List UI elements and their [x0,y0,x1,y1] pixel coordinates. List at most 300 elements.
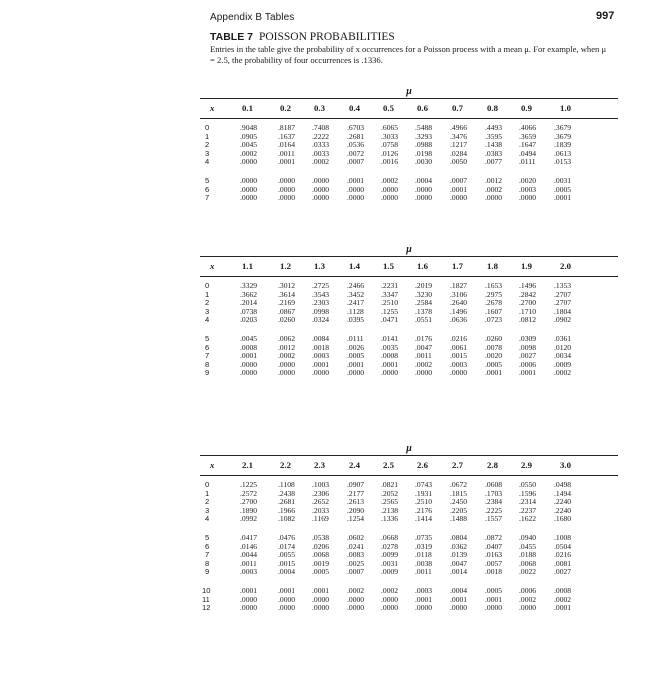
probability-cell: .2314 [519,497,537,507]
x-value: 3 [205,505,210,515]
probability-cell: .0417 [240,532,258,542]
probability-cell: .0001 [554,193,572,203]
probability-cell: .0044 [240,550,258,560]
probability-cell: .0471 [381,315,399,325]
probability-cell: .0001 [278,157,296,167]
mu-column-header: 0.1 [242,103,253,113]
probability-cell: .0045 [240,333,258,343]
probability-cell: .6703 [347,123,365,132]
probability-cell: .1596 [519,488,537,498]
probability-cell: .2033 [312,505,330,515]
probability-cell: .0536 [347,140,365,150]
probability-cell: .3659 [519,131,537,141]
probability-cell: .0504 [554,541,572,551]
x-value: 9 [205,368,210,378]
rule-header [200,118,618,119]
x-value: 0 [205,480,210,489]
probability-cell: .0020 [519,175,537,185]
table-row [200,316,618,325]
x-value: 4 [205,514,210,524]
probability-cell: .0062 [278,333,296,343]
probability-cell: .0141 [381,333,399,343]
x-value: 8 [205,558,210,568]
probability-cell: .0001 [485,368,503,378]
probability-cell: .3476 [450,131,468,141]
probability-cell: .0031 [381,558,399,568]
probability-cell: .0735 [415,532,433,542]
probability-cell: .0905 [240,131,258,141]
probability-cell: .0000 [278,359,296,369]
probability-cell: .0000 [278,368,296,378]
mu-column-header: 0.6 [417,103,428,113]
probability-cell: .3595 [485,131,503,141]
x-value: 5 [205,175,210,185]
probability-cell: .0022 [519,567,537,577]
probability-cell: .0550 [519,480,537,489]
probability-cell: .0006 [519,359,537,369]
probability-cell: .0000 [312,594,330,604]
probability-cell: .2438 [278,488,296,498]
probability-cell: .0014 [450,567,468,577]
probability-cell: .0163 [485,550,503,560]
mu-column-header: 2.7 [452,460,463,470]
probability-cell: .0047 [415,342,433,352]
x-value: 10 [202,585,211,595]
probability-cell: .0068 [519,558,537,568]
probability-cell: .0004 [278,567,296,577]
probability-cell: .0146 [240,541,258,551]
probability-cell: .3106 [450,289,468,299]
probability-cell: .0000 [347,594,365,604]
probability-cell: .0001 [450,184,468,194]
probability-cell: .2613 [347,497,365,507]
probability-cell: .0723 [485,315,503,325]
probability-cell: .0538 [312,532,330,542]
x-column-header: x [210,261,215,271]
mu-column-header: 1.1 [242,261,253,271]
probability-cell: .0164 [278,140,296,150]
probability-cell: .8187 [278,123,296,132]
mu-column-header: 2.0 [560,261,571,271]
probability-cell: .0000 [240,175,258,185]
rule-top [200,256,618,257]
probability-cell: .0002 [381,175,399,185]
probability-cell: .0002 [485,184,503,194]
table-row [200,194,618,203]
probability-cell: .2681 [278,497,296,507]
probability-cell: .2240 [554,497,572,507]
probability-cell: .0000 [381,184,399,194]
probability-cell: .0000 [312,193,330,203]
probability-cell: .1217 [450,140,468,150]
probability-cell: .0000 [347,368,365,378]
probability-cell: .0120 [554,342,572,352]
probability-cell: .2384 [485,497,503,507]
x-column-header: x [210,103,215,113]
probability-cell: .0000 [240,594,258,604]
page-number: 997 [596,10,615,22]
probability-cell: .0034 [554,351,572,361]
x-value: 7 [205,351,210,361]
probability-cell: .1653 [485,281,503,290]
x-value: 5 [205,333,210,343]
mu-column-header: 0.9 [521,103,532,113]
mu-column-header: 0.2 [280,103,291,113]
probability-cell: .3452 [347,289,365,299]
probability-cell: .0002 [278,351,296,361]
probability-cell: .2090 [347,505,365,515]
probability-cell: .0608 [485,480,503,489]
probability-cell: .0319 [415,541,433,551]
probability-cell: .0000 [381,193,399,203]
probability-cell: .0033 [312,148,330,158]
probability-cell: .0001 [381,359,399,369]
column-header-row [200,460,618,474]
probability-cell: .0000 [450,603,468,613]
probability-cell: .2231 [381,281,399,290]
mu-heading: μ [406,244,412,255]
probability-cell: .0000 [240,184,258,194]
probability-cell: .2466 [347,281,365,290]
probability-cell: .0000 [347,184,365,194]
probability-cell: .0821 [381,480,399,489]
probability-cell: .2707 [554,298,572,308]
probability-cell: .0111 [519,157,536,167]
probability-cell: .1353 [554,281,572,290]
probability-cell: .0009 [381,567,399,577]
probability-cell: .0002 [381,585,399,595]
table-body [200,481,618,613]
probability-cell: .0241 [347,541,365,551]
probability-cell: .0216 [554,550,572,560]
probability-cell: .0001 [450,594,468,604]
probability-cell: .2652 [312,497,330,507]
probability-cell: .1557 [485,514,503,524]
mu-column-header: 0.3 [314,103,325,113]
probability-cell: .0940 [519,532,537,542]
probability-cell: .0001 [278,585,296,595]
probability-cell: .0361 [554,333,572,343]
mu-column-header: 0.7 [452,103,463,113]
probability-cell: .2510 [381,298,399,308]
probability-cell: .2975 [485,289,503,299]
probability-cell: .2205 [450,505,468,515]
x-value: 0 [205,281,210,290]
probability-cell: .2240 [554,505,572,515]
probability-cell: .9048 [240,123,258,132]
probability-cell: .0035 [381,342,399,352]
probability-cell: .0003 [450,359,468,369]
probability-cell: .1008 [554,532,572,542]
probability-cell: .0000 [240,368,258,378]
probability-cell: .0031 [554,175,572,185]
x-value: 2 [205,497,210,507]
x-value: 8 [205,359,210,369]
probability-cell: .0004 [450,585,468,595]
probability-cell: .0260 [485,333,503,343]
probability-cell: .2640 [450,298,468,308]
probability-cell: .2138 [381,505,399,515]
mu-column-header: 1.5 [383,261,394,271]
probability-cell: .0005 [312,567,330,577]
mu-column-header: 2.9 [521,460,532,470]
probability-cell: .1966 [278,505,296,515]
probability-cell: .0758 [381,140,399,150]
probability-cell: .0000 [415,603,433,613]
x-value: 2 [205,298,210,308]
probability-cell: .0176 [415,333,433,343]
probability-cell: .1438 [485,140,503,150]
probability-cell: .0000 [240,603,258,613]
probability-cell: .2306 [312,488,330,498]
probability-cell: .1414 [415,514,433,524]
probability-cell: .2678 [485,298,503,308]
x-value: 9 [205,567,210,577]
probability-cell: .0011 [240,558,257,568]
probability-cell: .0812 [519,315,537,325]
probability-cell: .0000 [485,193,503,203]
probability-cell: .2842 [519,289,537,299]
probability-cell: .0083 [347,550,365,560]
probability-cell: .0005 [554,184,572,194]
probability-cell: .0988 [415,140,433,150]
mu-column-header: 1.9 [521,261,532,271]
probability-cell: .0019 [312,558,330,568]
probability-cell: .0027 [519,351,537,361]
probability-cell: .0206 [312,541,330,551]
probability-cell: .2584 [415,298,433,308]
probability-cell: .0002 [415,359,433,369]
x-value: 3 [205,306,210,316]
probability-cell: .0001 [240,351,258,361]
probability-cell: .0005 [485,585,503,595]
probability-cell: .0001 [312,585,330,595]
probability-cell: .1890 [240,505,258,515]
probability-cell: .3679 [554,123,572,132]
x-value: 4 [205,315,210,325]
probability-cell: .0153 [554,157,572,167]
probability-cell: .0198 [415,148,433,158]
x-value: 7 [205,550,210,560]
probability-cell: .0002 [240,148,258,158]
x-column-header: x [210,460,215,470]
column-header-row [200,261,618,275]
probability-cell: .0001 [347,175,365,185]
probability-cell: .1815 [450,488,468,498]
x-value: 1 [205,131,210,141]
probability-cell: .0001 [312,359,330,369]
probability-cell: .0476 [278,532,296,542]
mu-column-header: 2.3 [314,460,325,470]
probability-cell: .2019 [415,281,433,290]
probability-cell: .0284 [450,148,468,158]
probability-cell: .2700 [519,298,537,308]
probability-cell: .2417 [347,298,365,308]
probability-cell: .1931 [415,488,433,498]
x-value: 1 [205,289,210,299]
probability-cell: .0055 [278,550,296,560]
probability-cell: .0003 [240,567,258,577]
probability-cell: .0057 [485,558,503,568]
probability-cell: .0001 [240,585,258,595]
probability-cell: .0000 [312,175,330,185]
probability-cell: .0000 [312,184,330,194]
probability-cell: .0009 [554,359,572,369]
probability-cell: .3293 [415,131,433,141]
probability-cell: .0001 [347,359,365,369]
probability-cell: .0007 [347,157,365,167]
probability-cell: .0613 [554,148,572,158]
probability-cell: .2177 [347,488,365,498]
probability-cell: .0872 [485,532,503,542]
probability-cell: .2572 [240,488,258,498]
probability-cell: .1607 [485,306,503,316]
probability-cell: .0455 [519,541,537,551]
table-row [200,568,618,577]
probability-cell: .3012 [278,281,296,290]
probability-cell: .0078 [485,342,503,352]
mu-column-header: 1.7 [452,261,463,271]
x-value: 6 [205,541,210,551]
probability-cell: .0260 [278,315,296,325]
probability-cell: .0018 [312,342,330,352]
probability-cell: .0003 [312,351,330,361]
probability-cell: .0000 [278,184,296,194]
probability-cell: .0050 [450,157,468,167]
mu-column-header: 3.0 [560,460,571,470]
probability-cell: .0026 [347,342,365,352]
probability-cell: .1128 [347,306,364,316]
probability-cell: .0738 [240,306,258,316]
x-value: 7 [205,193,210,203]
probability-cell: .0602 [347,532,365,542]
mu-column-header: 1.3 [314,261,325,271]
probability-cell: .0006 [519,585,537,595]
probability-cell: .0000 [240,359,258,369]
probability-cell: .1003 [312,480,330,489]
probability-cell: .0025 [347,558,365,568]
x-value: 12 [202,603,211,613]
probability-cell: .0998 [312,306,330,316]
probability-cell: .1378 [415,306,433,316]
probability-cell: .0362 [450,541,468,551]
mu-heading: μ [406,443,412,454]
mu-column-header: 2.8 [487,460,498,470]
probability-cell: .0000 [312,368,330,378]
probability-cell: .0015 [278,558,296,568]
probability-cell: .0494 [519,148,537,158]
table-body [200,282,618,378]
probability-cell: .1082 [278,514,296,524]
probability-cell: .2225 [485,505,503,515]
probability-cell: .0000 [278,193,296,203]
rule-header [200,276,618,277]
probability-cell: .0061 [450,342,468,352]
probability-cell: .0000 [450,368,468,378]
probability-cell: .3347 [381,289,399,299]
probability-cell: .0636 [450,315,468,325]
probability-cell: .0015 [450,351,468,361]
probability-cell: .0000 [278,175,296,185]
probability-cell: .0003 [415,585,433,595]
probability-cell: .0804 [450,532,468,542]
probability-cell: .0004 [415,175,433,185]
x-value: 11 [202,594,210,604]
probability-cell: .0099 [381,550,399,560]
probability-cell: .2222 [312,131,330,141]
probability-cell: .6065 [381,123,399,132]
probability-cell: .2510 [415,497,433,507]
probability-cell: .0020 [485,351,503,361]
rule-header [200,475,618,476]
probability-cell: .0907 [347,480,365,489]
probability-cell: .3662 [240,289,258,299]
probability-cell: .2052 [381,488,399,498]
probability-cell: .0992 [240,514,258,524]
probability-cell: .0000 [450,193,468,203]
x-value: 6 [205,342,210,352]
probability-cell: .0003 [519,184,537,194]
probability-cell: .0118 [415,550,432,560]
probability-cell: .0000 [381,594,399,604]
probability-cell: .1680 [554,514,572,524]
probability-cell: .3329 [240,281,258,290]
probability-cell: .0000 [240,193,258,203]
probability-cell: .2450 [450,497,468,507]
probability-cell: .1225 [240,480,258,489]
mu-column-header: 2.2 [280,460,291,470]
probability-cell: .0000 [278,603,296,613]
probability-cell: .4966 [450,123,468,132]
probability-cell: .1804 [554,306,572,316]
probability-cell: .2014 [240,298,258,308]
probability-cell: .0072 [347,148,365,158]
mu-column-header: 0.8 [487,103,498,113]
probability-cell: .0012 [485,175,503,185]
probability-cell: .0188 [519,550,537,560]
probability-cell: .1494 [554,488,572,498]
probability-cell: .0001 [554,603,572,613]
probability-cell: .0383 [485,148,503,158]
probability-cell: .0000 [415,368,433,378]
running-head: Appendix B Tables [210,12,295,23]
x-value: 4 [205,157,210,167]
probability-cell: .0005 [347,351,365,361]
probability-cell: .0047 [450,558,468,568]
probability-cell: .0309 [519,333,537,343]
probability-cell: .1254 [347,514,365,524]
x-value: 1 [205,488,210,498]
probability-cell: .1169 [312,514,329,524]
probability-cell: .0012 [278,342,296,352]
probability-cell: .0038 [415,558,433,568]
probability-cell: .2565 [381,497,399,507]
probability-cell: .0001 [485,594,503,604]
table-number: TABLE 7 [210,31,253,43]
probability-cell: .0008 [554,585,572,595]
probability-cell: .0407 [485,541,503,551]
probability-cell: .1255 [381,306,399,316]
table-row [200,515,618,524]
probability-cell: .0672 [450,480,468,489]
probability-cell: .2237 [519,505,537,515]
table-row [200,158,618,167]
probability-cell: .3614 [278,289,296,299]
probability-cell: .0068 [312,550,330,560]
probability-cell: .0551 [415,315,433,325]
probability-cell: .0867 [278,306,296,316]
probability-cell: .0018 [485,567,503,577]
